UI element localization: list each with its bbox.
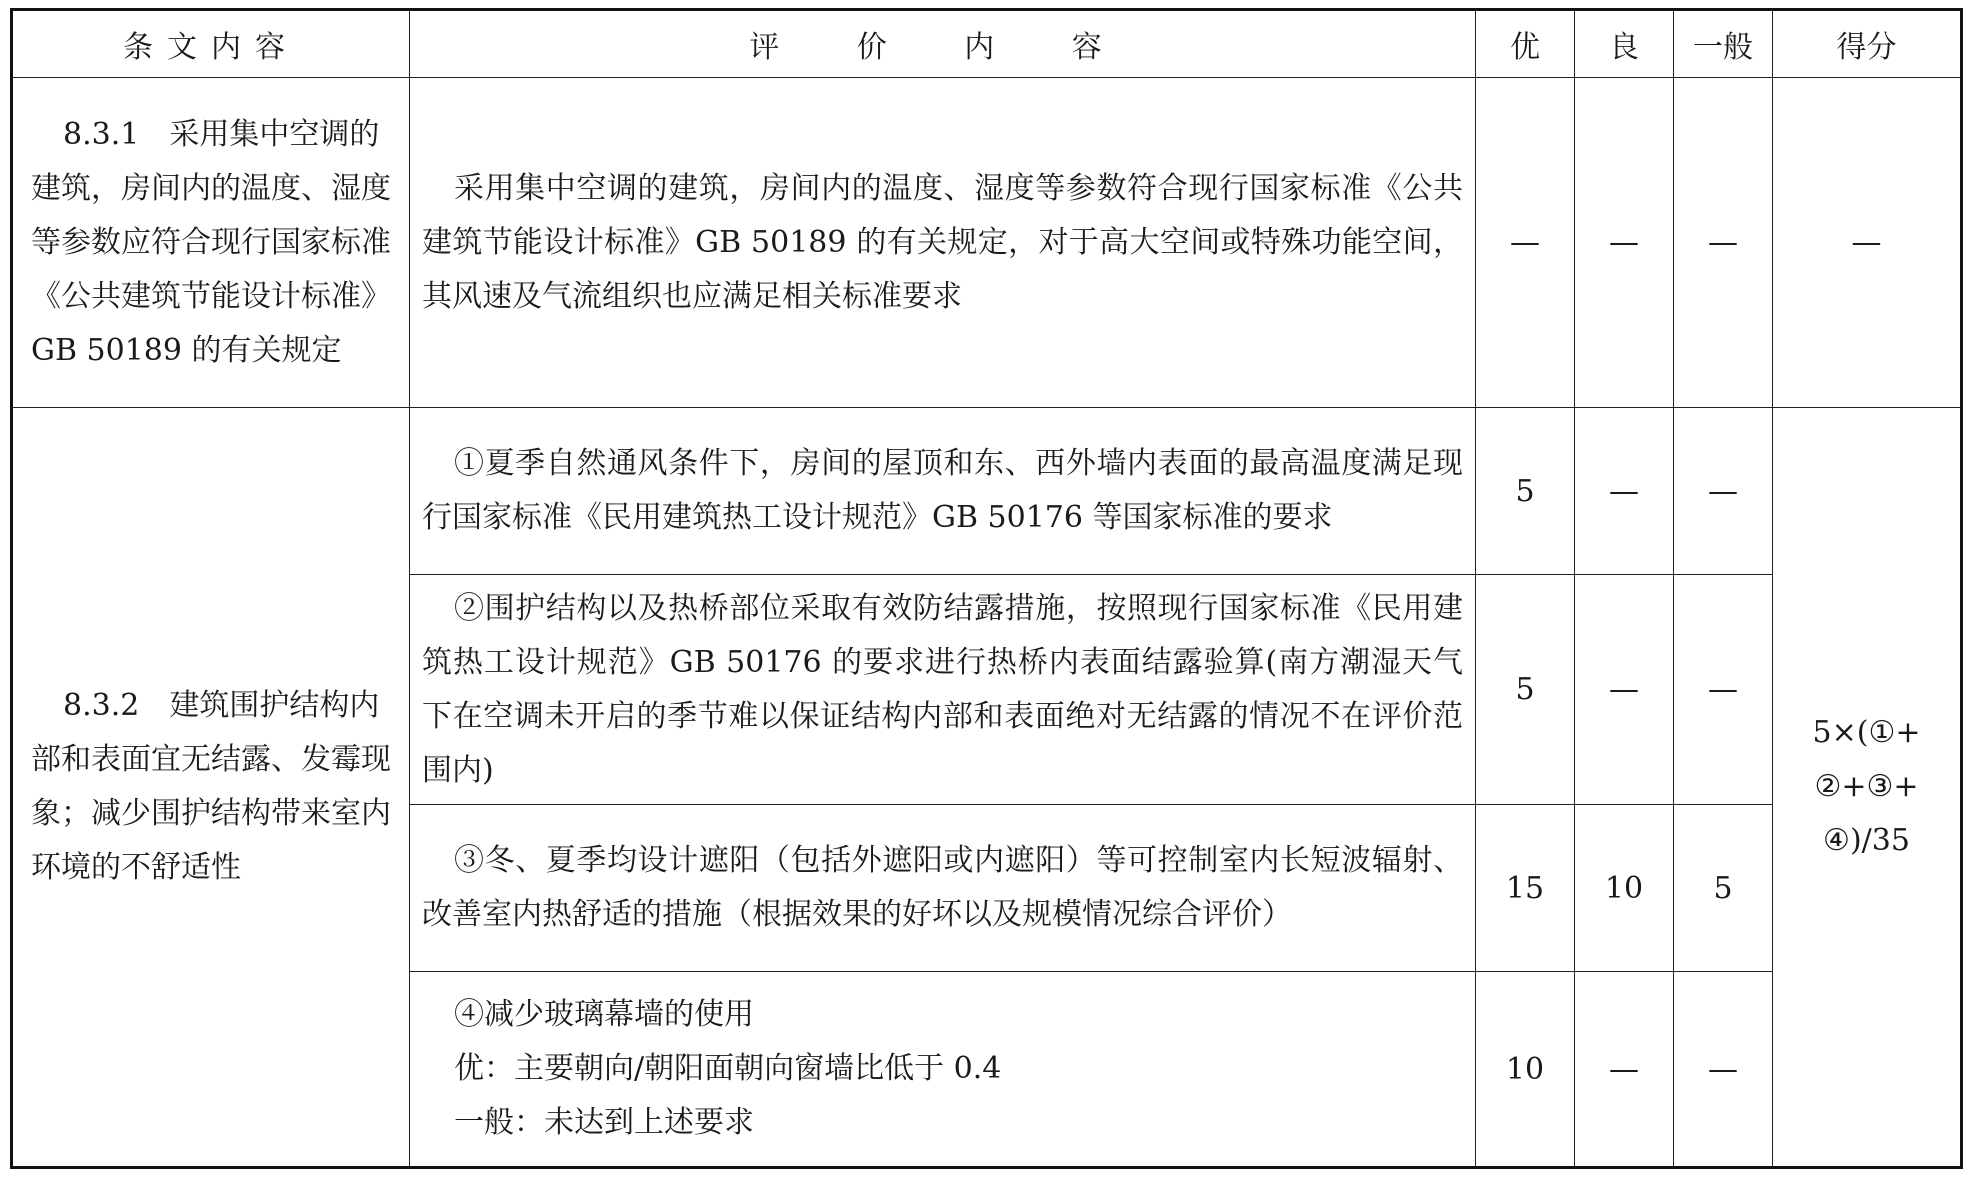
header-average: 一般 (1674, 10, 1773, 78)
evaluation-item-4 (410, 972, 1476, 1168)
average-value: — (1674, 408, 1773, 575)
score-formula-line-3: ④)/35 (1823, 823, 1910, 858)
score-value: — (1773, 78, 1962, 408)
good-value: — (1575, 972, 1674, 1168)
good-value: — (1575, 408, 1674, 575)
excellent-value: 5 (1476, 575, 1575, 805)
clause-8-3-1: 8.3.1 采用集中空调的建筑，房间内的温度、湿度等参数应符合现行国家标准《公共建筑节能设计标准》GB 50189 的有关规定 (12, 78, 410, 408)
evaluation-table (10, 8, 1963, 1169)
header-row (12, 10, 1962, 78)
evaluation-item: 采用集中空调的建筑，房间内的温度、湿度等参数符合现行国家标准《公共建筑节能设计标准》GB 50189 的有关规定，对于高大空间或特殊功能空间，其风速及气流组织也应满足相关标准要求 (410, 78, 1476, 408)
average-value: 5 (1674, 805, 1773, 972)
item-4-line-3: 一般：未达到上述要求 (454, 1105, 754, 1140)
average-value: — (1674, 78, 1773, 408)
evaluation-item-3: ③冬、夏季均设计遮阳（包括外遮阳或内遮阳）等可控制室内长短波辐射、改善室内热舒适的措施（根据效果的好坏以及规模情况综合评价） (410, 805, 1476, 972)
clause-8-3-2: 8.3.2 建筑围护结构内部和表面宜无结露、发霉现象；减少围护结构带来室内环境的不舒适性 (12, 408, 410, 1168)
score-formula (1773, 408, 1962, 1168)
table-row (12, 78, 1962, 408)
evaluation-table-container (10, 8, 1960, 1168)
excellent-value: 15 (1476, 805, 1575, 972)
score-formula-line-2: ②+③+ (1814, 769, 1919, 804)
table-row (12, 408, 1962, 575)
good-value: 10 (1575, 805, 1674, 972)
excellent-value: 5 (1476, 408, 1575, 575)
header-evaluation: 评 价 内 容 (410, 10, 1476, 78)
item-4-line-1: ④减少玻璃幕墙的使用 (454, 997, 754, 1032)
header-score: 得分 (1773, 10, 1962, 78)
header-clause: 条文内容 (12, 10, 410, 78)
excellent-value: 10 (1476, 972, 1575, 1168)
good-value: — (1575, 575, 1674, 805)
excellent-value: — (1476, 78, 1575, 408)
score-formula-line-1: 5×(①+ (1812, 715, 1921, 750)
average-value: — (1674, 575, 1773, 805)
average-value: — (1674, 972, 1773, 1168)
evaluation-item-2: ②围护结构以及热桥部位采取有效防结露措施，按照现行国家标准《民用建筑热工设计规范》GB 50176 的要求进行热桥内表面结露验算(南方潮湿天气下在空调未开启的季节难以保证结构内部和表面绝对无结露的情况不在评价范围内) (410, 575, 1476, 805)
item-4-line-2: 优：主要朝向/朝阳面朝向窗墙比低于 0.4 (454, 1051, 1002, 1086)
header-good: 良 (1575, 10, 1674, 78)
good-value: — (1575, 78, 1674, 408)
header-excellent: 优 (1476, 10, 1575, 78)
evaluation-item-1: ①夏季自然通风条件下，房间的屋顶和东、西外墙内表面的最高温度满足现行国家标准《民用建筑热工设计规范》GB 50176 等国家标准的要求 (410, 408, 1476, 575)
